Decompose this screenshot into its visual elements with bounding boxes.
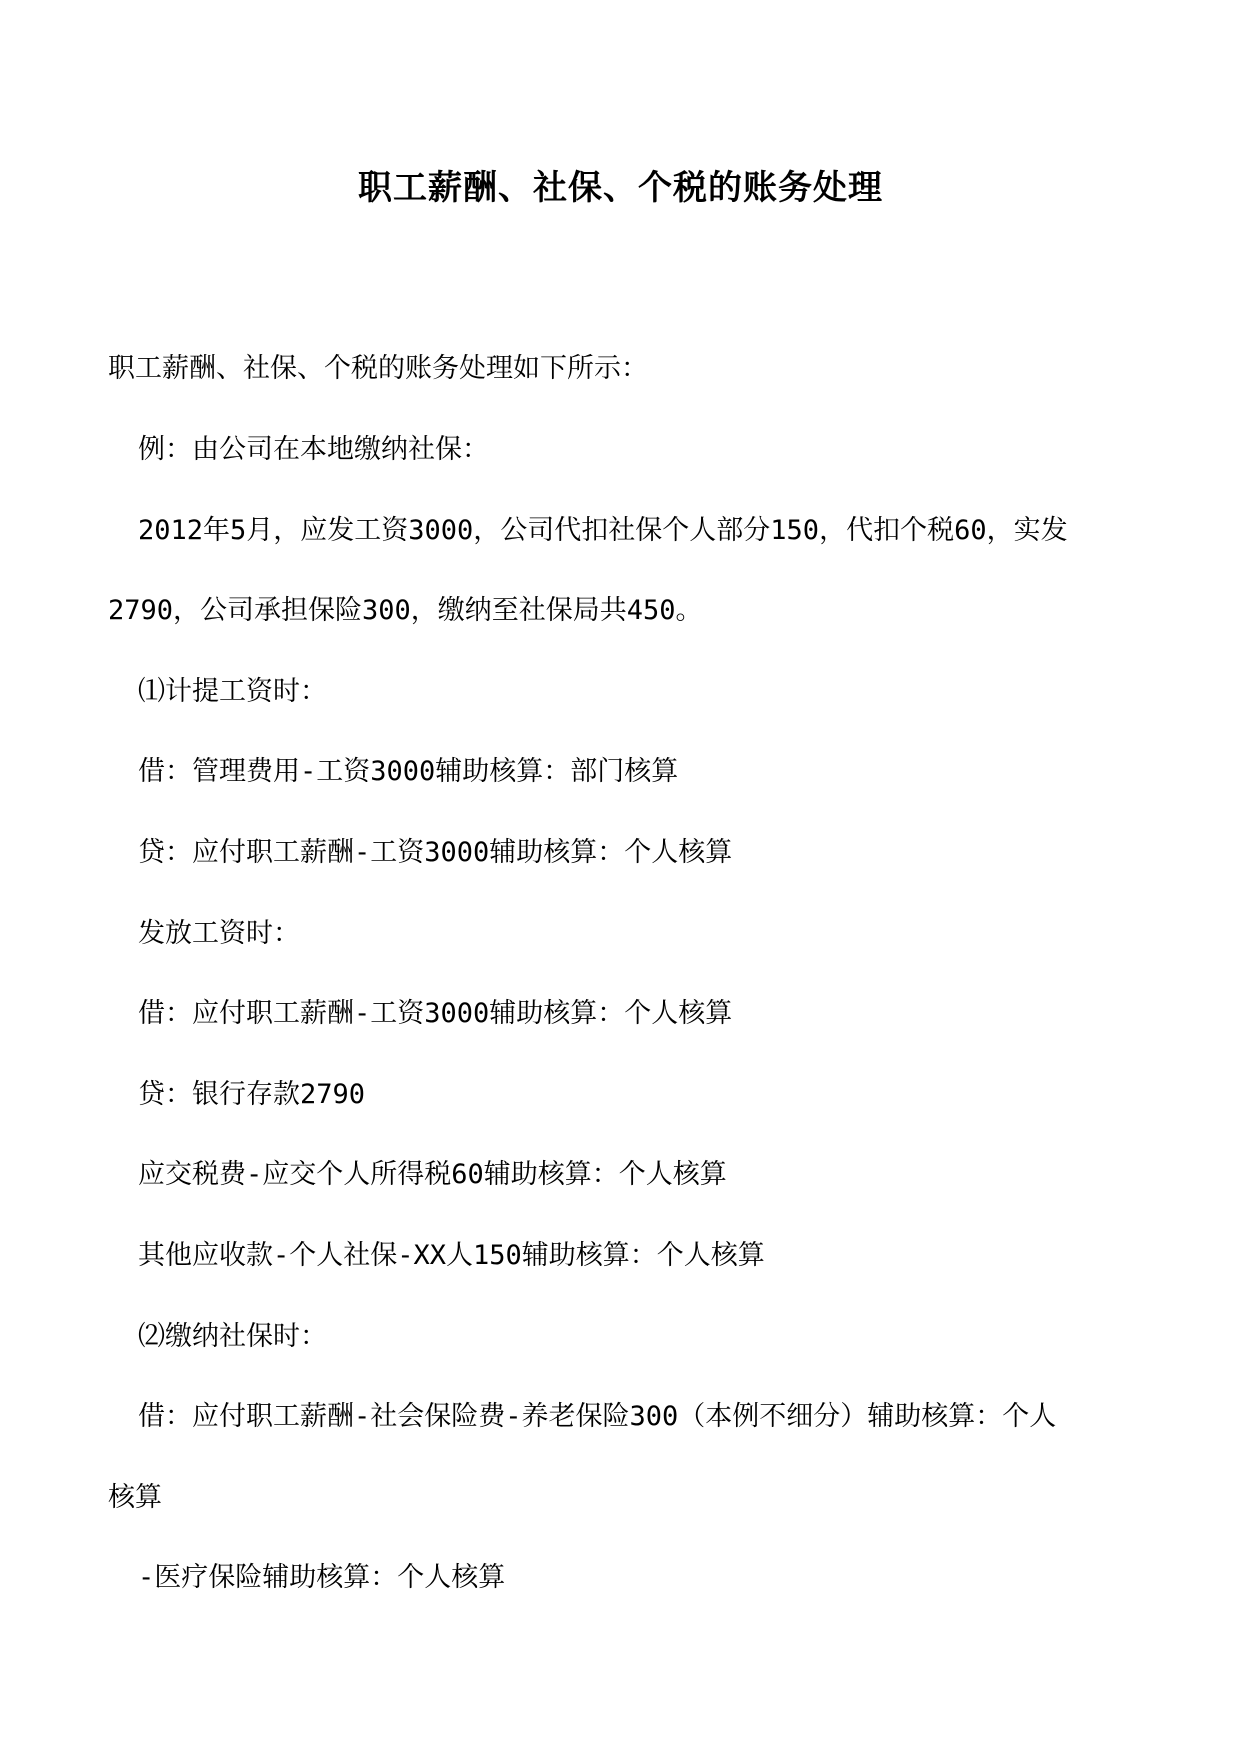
journal-entry-line: 贷：银行存款2790 xyxy=(138,1079,366,1110)
document-title: 职工薪酬、社保、个税的账务处理 xyxy=(358,168,883,208)
journal-entry-line: 借：应付职工薪酬-工资3000辅助核算：个人核算 xyxy=(138,998,733,1029)
example-heading: 例：由公司在本地缴纳社保： xyxy=(138,434,489,465)
journal-entry-line: 借：应付职工薪酬-社会保险费-养老保险300（本例不细分）辅助核算：个人 xyxy=(138,1401,1057,1432)
example-description-line-1: 2012年5月，应发工资3000，公司代扣社保个人部分150，代扣个税60，实发 xyxy=(138,515,1068,546)
journal-entry-line: 其他应收款-个人社保-XX人150辅助核算：个人核算 xyxy=(138,1240,765,1271)
journal-entry-line: -医疗保险辅助核算：个人核算 xyxy=(138,1562,506,1593)
example-description-line-2: 2790，公司承担保险300，缴纳至社保局共450。 xyxy=(108,595,703,626)
step-2-heading: ⑵缴纳社保时： xyxy=(138,1321,327,1352)
journal-entry-line: 应交税费-应交个人所得税60辅助核算：个人核算 xyxy=(138,1159,727,1190)
journal-entry-continuation: 核算 xyxy=(108,1482,162,1513)
journal-entry-line: 贷：应付职工薪酬-工资3000辅助核算：个人核算 xyxy=(138,837,733,868)
payment-heading: 发放工资时： xyxy=(138,918,300,949)
intro-paragraph: 职工薪酬、社保、个税的账务处理如下所示： xyxy=(108,353,648,384)
journal-entry-line: 借：管理费用-工资3000辅助核算：部门核算 xyxy=(138,756,679,787)
step-1-heading: ⑴计提工资时： xyxy=(138,676,327,707)
